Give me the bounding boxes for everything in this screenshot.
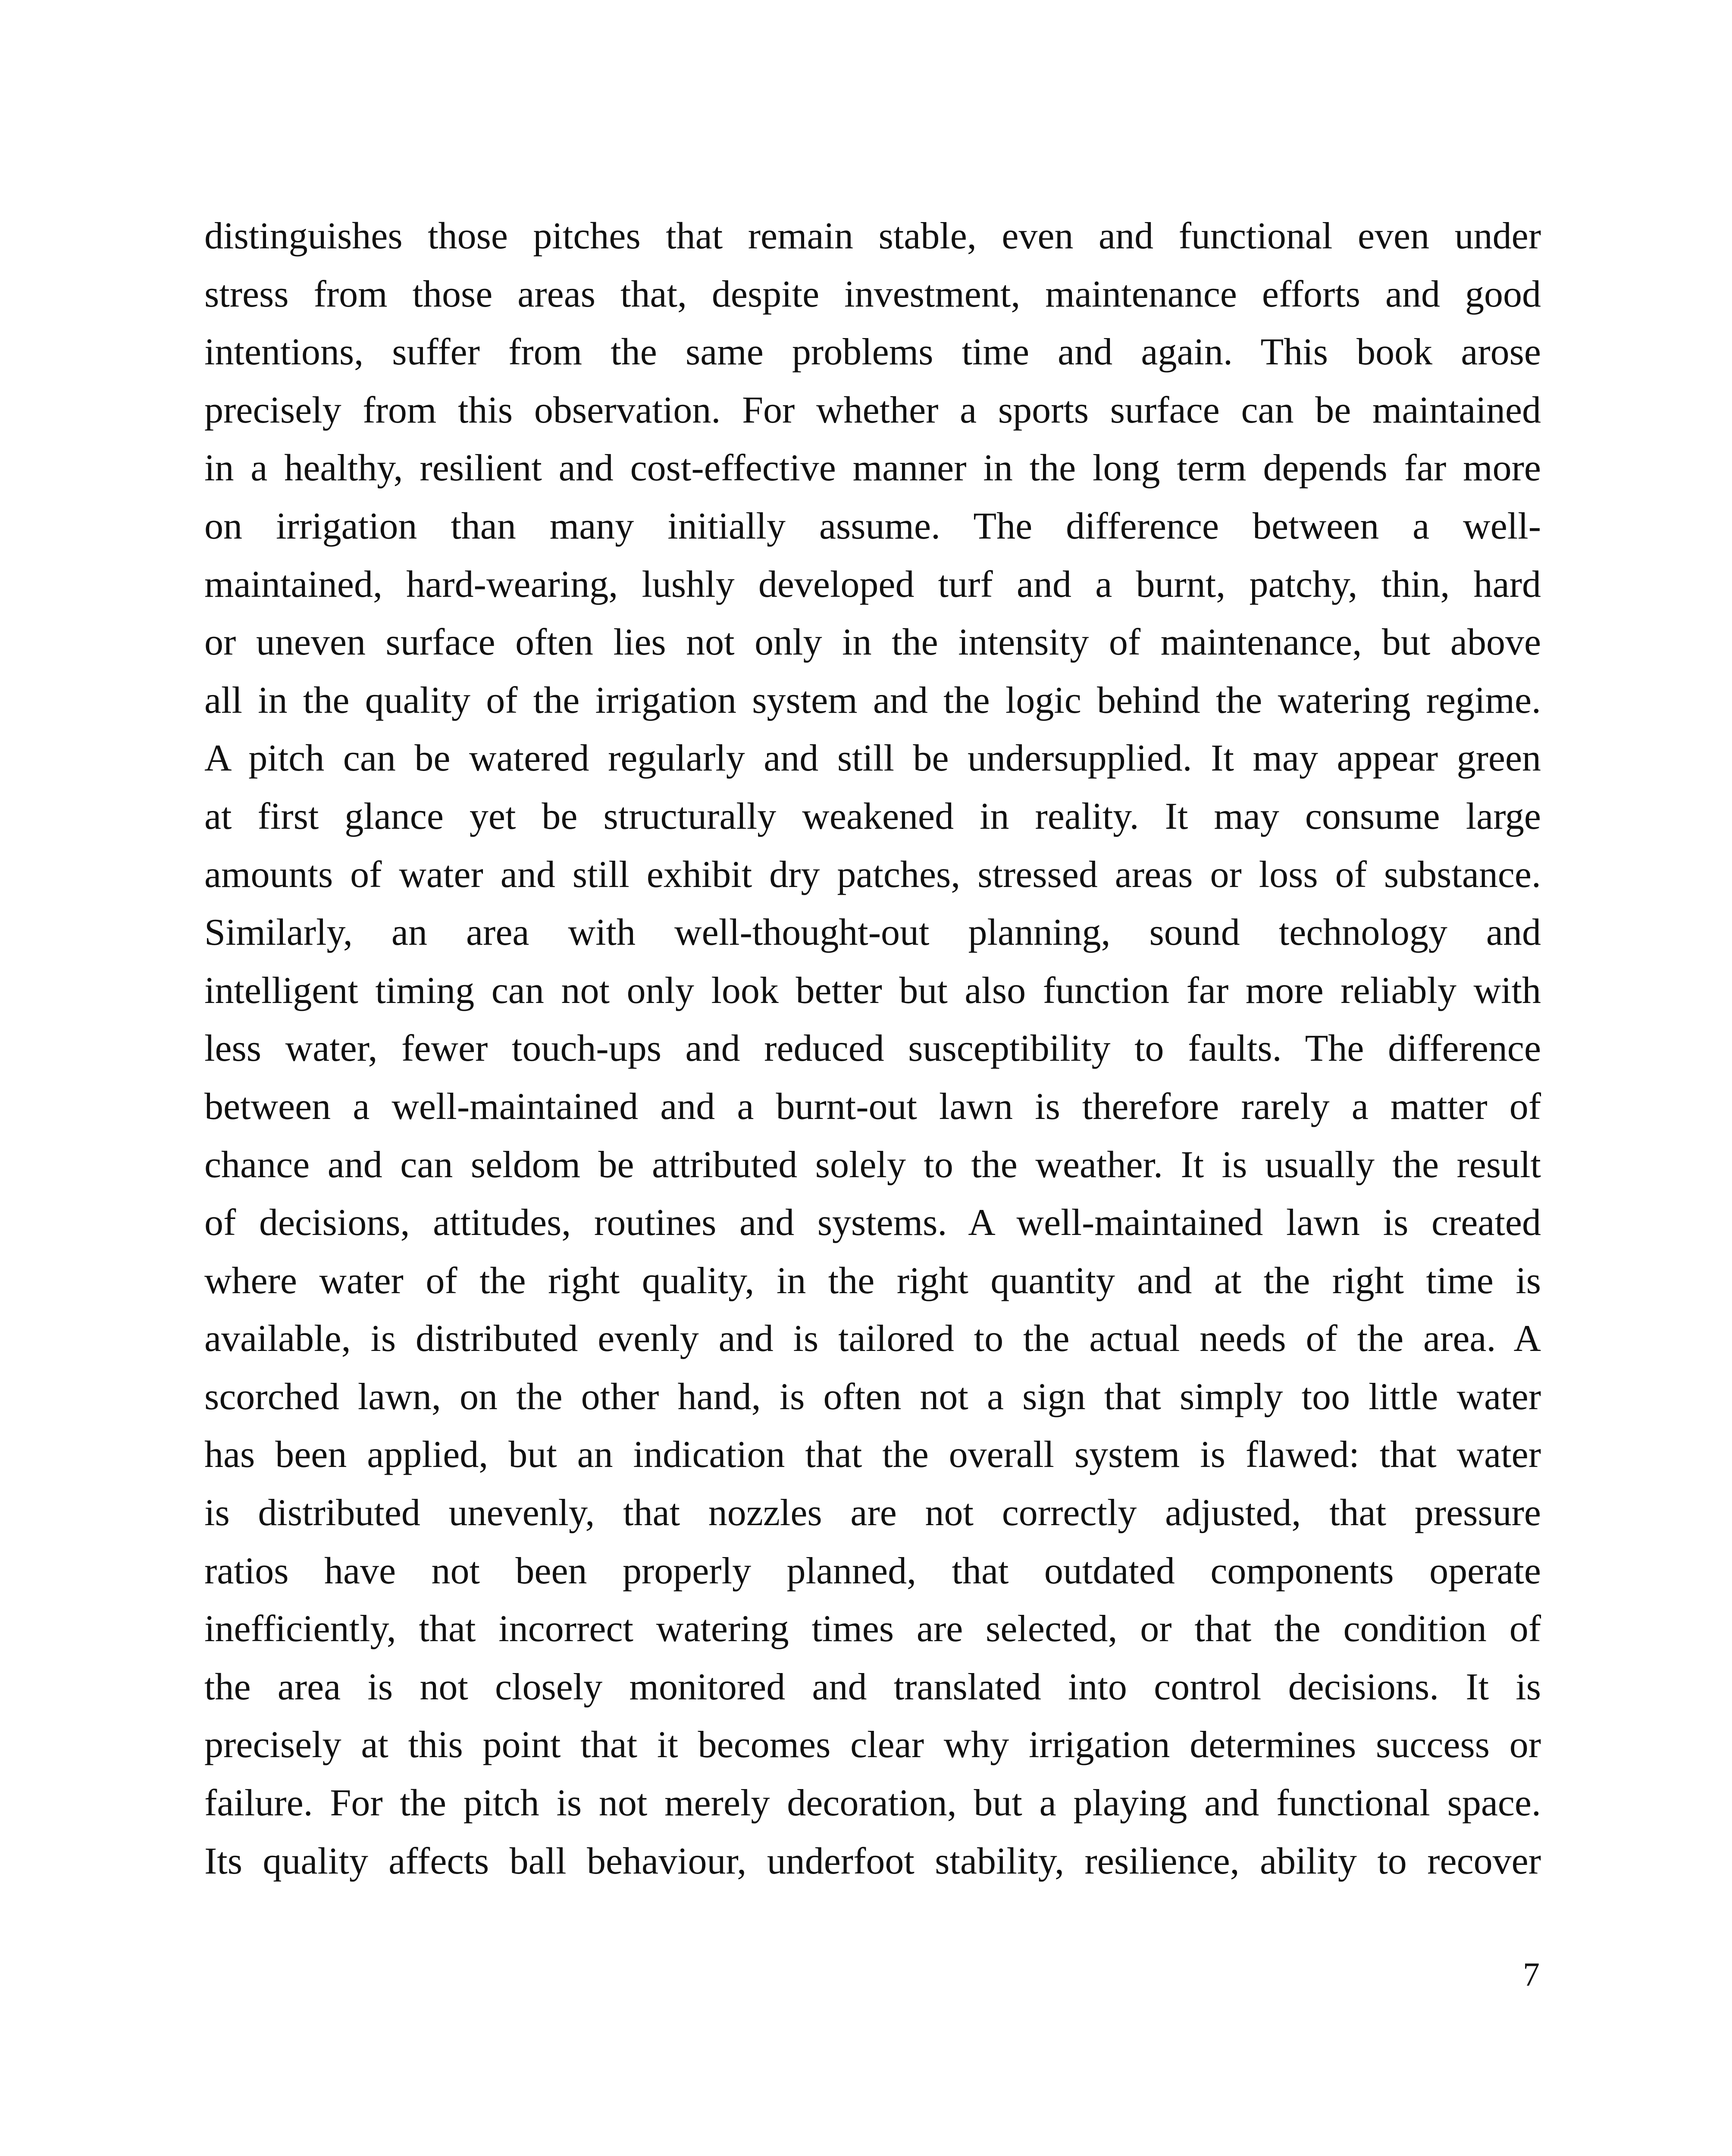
text-line-22: has been applied, but an indication that the overall system is flawed: that water <box>204 1434 1541 1476</box>
text-line-19: where water of the right quality, in the right quantity and at the right time is <box>204 1260 1541 1302</box>
text-line-1: distinguishes those pitches that remain stable, even and functional even under <box>204 215 1541 257</box>
page-number: 7 <box>1523 1955 1540 1993</box>
text-line-2: stress from those areas that, despite investment, maintenance efforts and good <box>204 273 1541 315</box>
text-line-7: maintained, hard-wearing, lushly developed turf and a burnt, patchy, thin, hard <box>204 563 1541 605</box>
text-line-12: amounts of water and still exhibit dry patches, stressed areas or loss of substance. <box>204 853 1541 896</box>
text-line-14: intelligent timing can not only look better but also function far more reliably with <box>204 969 1541 1012</box>
text-line-4: precisely from this observation. For whether a sports surface can be maintained <box>204 389 1541 431</box>
text-line-18: of decisions, attitudes, routines and systems. A well-maintained lawn is created <box>204 1202 1541 1244</box>
text-line-3: intentions, suffer from the same problems time and again. This book arose <box>204 331 1541 373</box>
text-line-10: A pitch can be watered regularly and still be undersupplied. It may appear green <box>204 737 1541 780</box>
text-line-29: Its quality affects ball behaviour, underfoot stability, resilience, ability to recover <box>204 1840 1541 1882</box>
text-line-8: or uneven surface often lies not only in the intensity of maintenance, but above <box>204 621 1541 664</box>
text-line-27: precisely at this point that it becomes clear why irrigation determines success or <box>204 1724 1541 1766</box>
text-line-26: the area is not closely monitored and translated into control decisions. It is <box>204 1666 1541 1708</box>
text-line-15: less water, fewer touch-ups and reduced susceptibility to faults. The difference <box>204 1028 1541 1070</box>
body-paragraph <box>204 207 1541 1890</box>
text-line-11: at first glance yet be structurally weakened in reality. It may consume large <box>204 795 1541 837</box>
text-line-20: available, is distributed evenly and is tailored to the actual needs of the area. A <box>204 1318 1541 1360</box>
text-line-28: failure. For the pitch is not merely decoration, but a playing and functional space. <box>204 1782 1541 1824</box>
text-line-23: is distributed unevenly, that nozzles are not correctly adjusted, that pressure <box>204 1492 1541 1534</box>
text-line-16: between a well-maintained and a burnt-out lawn is therefore rarely a matter of <box>204 1085 1541 1128</box>
text-line-5: in a healthy, resilient and cost-effective manner in the long term depends far more <box>204 447 1541 489</box>
text-line-25: inefficiently, that incorrect watering times are selected, or that the condition of <box>204 1608 1541 1650</box>
text-line-13: Similarly, an area with well-thought-out planning, sound technology and <box>204 912 1541 954</box>
text-line-24: ratios have not been properly planned, that outdated components operate <box>204 1550 1541 1592</box>
text-line-17: chance and can seldom be attributed solely to the weather. It is usually the result <box>204 1144 1541 1186</box>
text-line-21: scorched lawn, on the other hand, is often not a sign that simply too little water <box>204 1376 1541 1418</box>
text-line-9: all in the quality of the irrigation system and the logic behind the watering regime. <box>204 679 1541 721</box>
text-line-6: on irrigation than many initially assume. The difference between a well- <box>204 505 1541 547</box>
